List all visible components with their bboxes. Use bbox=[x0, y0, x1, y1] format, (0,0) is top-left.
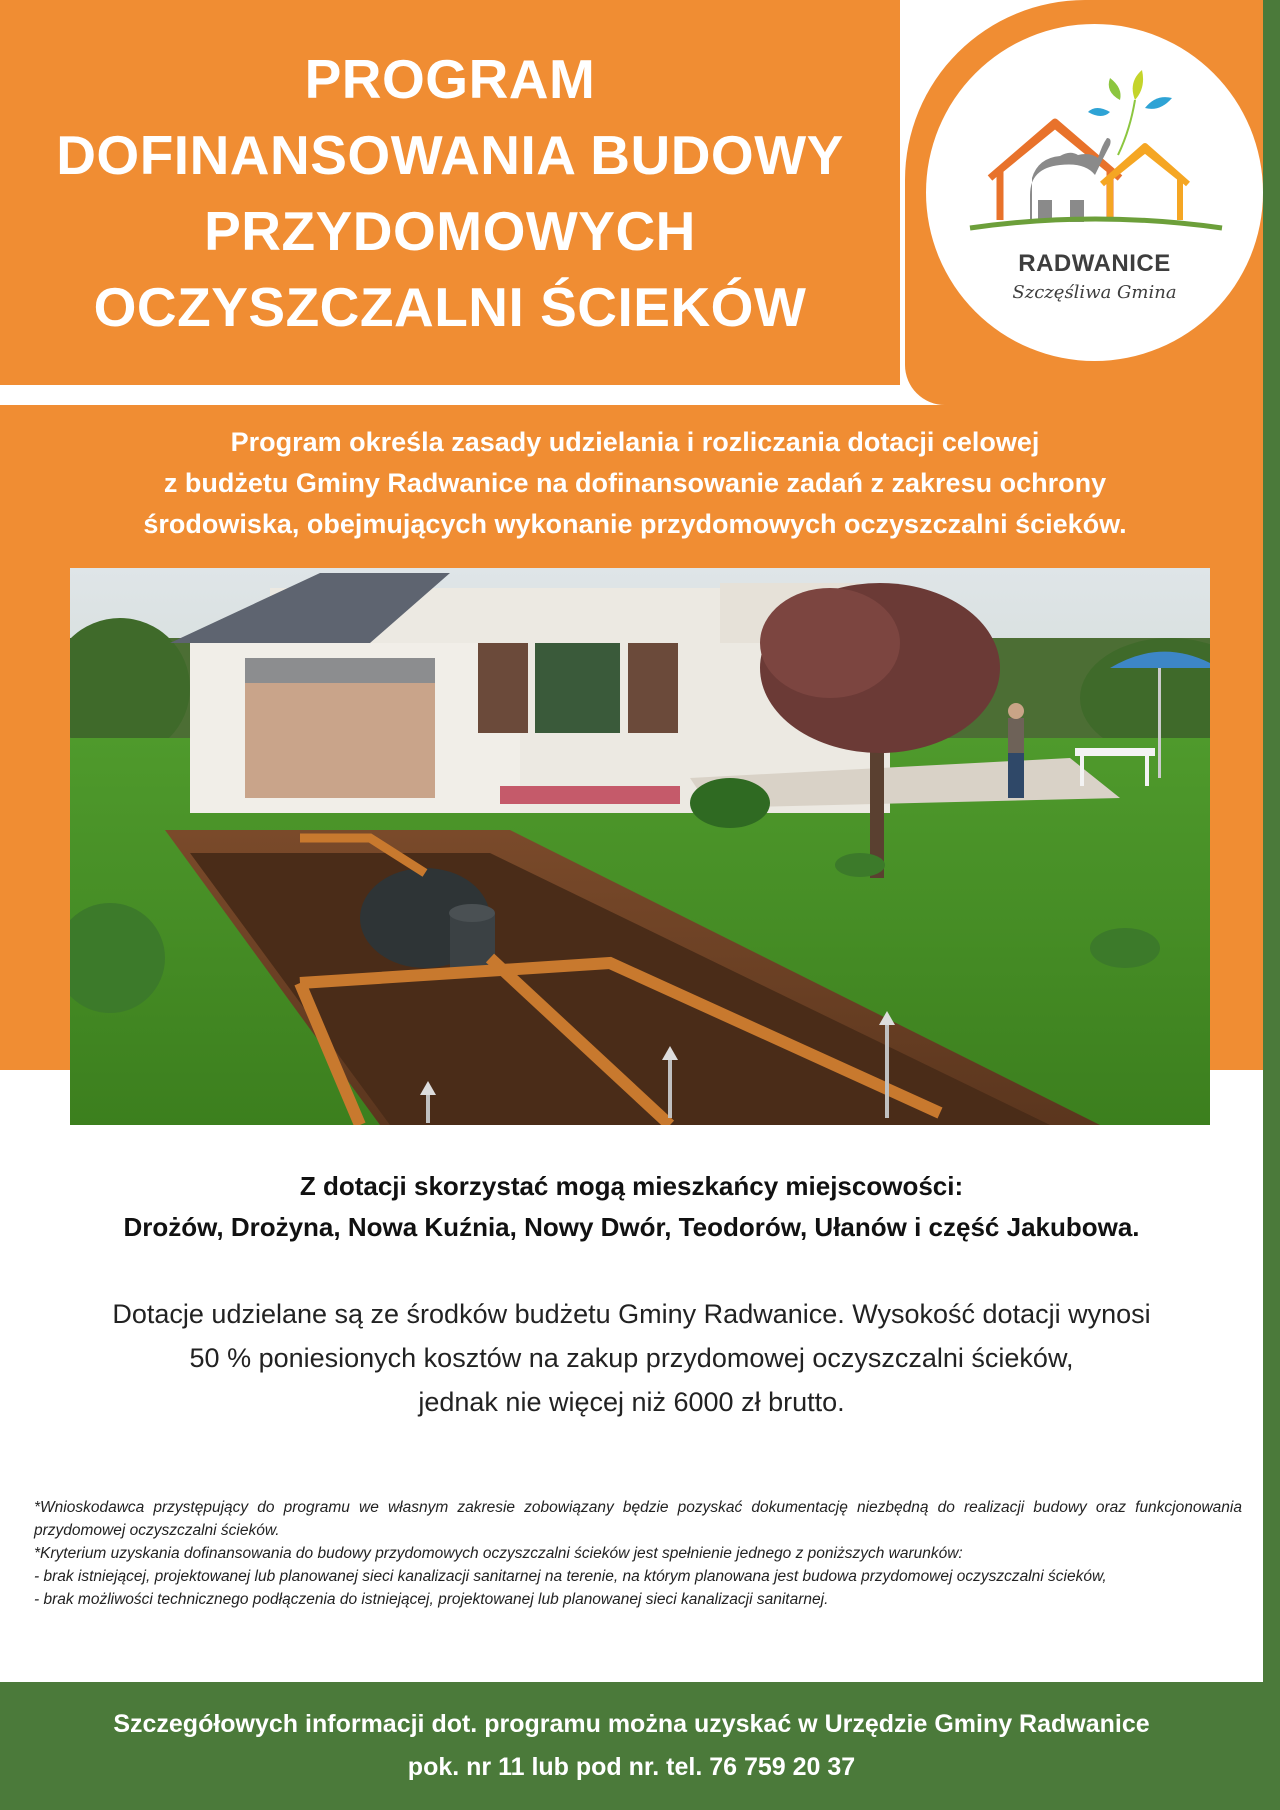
title-line: PROGRAM bbox=[304, 47, 596, 110]
grant-line: Dotacje udzielane są ze środków budżetu Gminy Radwanice. Wysokość dotacji wynosi bbox=[112, 1299, 1151, 1329]
elephant-house-logo-icon bbox=[960, 60, 1230, 260]
logo-tagline: Szczęśliwa Gmina bbox=[1012, 282, 1177, 303]
eligibility-heading: Z dotacji skorzystać mogą mieszkańcy miejscowości: bbox=[299, 1171, 964, 1201]
logo-name: RADWANICE bbox=[1018, 250, 1171, 277]
title-line: DOFINANSOWANIA BUDOWY bbox=[56, 123, 844, 186]
title-box bbox=[0, 0, 900, 385]
grant-info bbox=[30, 1292, 1233, 1424]
grant-line: jednak nie więcej niż 6000 zł brutto. bbox=[418, 1387, 845, 1417]
program-description bbox=[20, 422, 1250, 545]
eligibility-villages: Drożów, Drożyna, Nowa Kuźnia, Nowy Dwór, Teodorów, Ułanów i część Jakubowa. bbox=[123, 1212, 1140, 1242]
footer-line: pok. nr 11 lub pod nr. tel. 76 759 20 37 bbox=[407, 1753, 856, 1781]
footnotes bbox=[34, 1496, 1242, 1611]
grant-line: 50 % poniesionych kosztów na zakup przydomowej oczyszczalni ścieków, bbox=[189, 1343, 1074, 1373]
title-line: PRZYDOMOWYCH bbox=[204, 199, 696, 262]
footnote: - brak możliwości technicznego podłączenia do istniejącej, projektowanej lub planowanej sieci kanalizacji sanitarnej. bbox=[34, 1591, 829, 1608]
footnote: *Kryterium uzyskania dofinansowania do budowy przydomowych oczyszczalni ścieków jest spełnienie jednego z poniższych warunków: bbox=[34, 1545, 963, 1562]
footnote: - brak istniejącej, projektowanej lub planowanej sieci kanalizacji sanitarnej na terenie, na którym planowana jest budowa przydomowej oczyszczalni ścieków, bbox=[34, 1568, 1107, 1585]
description-line: środowiska, obejmujących wykonanie przydomowych oczyszczalni ścieków. bbox=[143, 509, 1127, 539]
green-side-strip bbox=[1263, 0, 1280, 1810]
septic-tank-installation-illustration bbox=[70, 568, 1210, 1125]
description-line: z budżetu Gminy Radwanice na dofinansowanie zadań z zakresu ochrony bbox=[163, 468, 1107, 498]
title-line: OCZYSZCZALNI ŚCIEKÓW bbox=[93, 275, 807, 338]
footnote: *Wnioskodawca przystępujący do programu we własnym zakresie zobowiązany będzie pozyskać dokumentację niezbędną do realizacji budowy oraz funkcjonowania przydomowej oczyszczalni ścieków. bbox=[34, 1499, 1242, 1539]
footer-contact bbox=[0, 1682, 1263, 1810]
description-line: Program określa zasady udzielania i rozliczania dotacji celowej bbox=[230, 427, 1040, 457]
footer-line: Szczegółowych informacji dot. programu można uzyskać w Urzędzie Gminy Radwanice bbox=[113, 1710, 1150, 1738]
